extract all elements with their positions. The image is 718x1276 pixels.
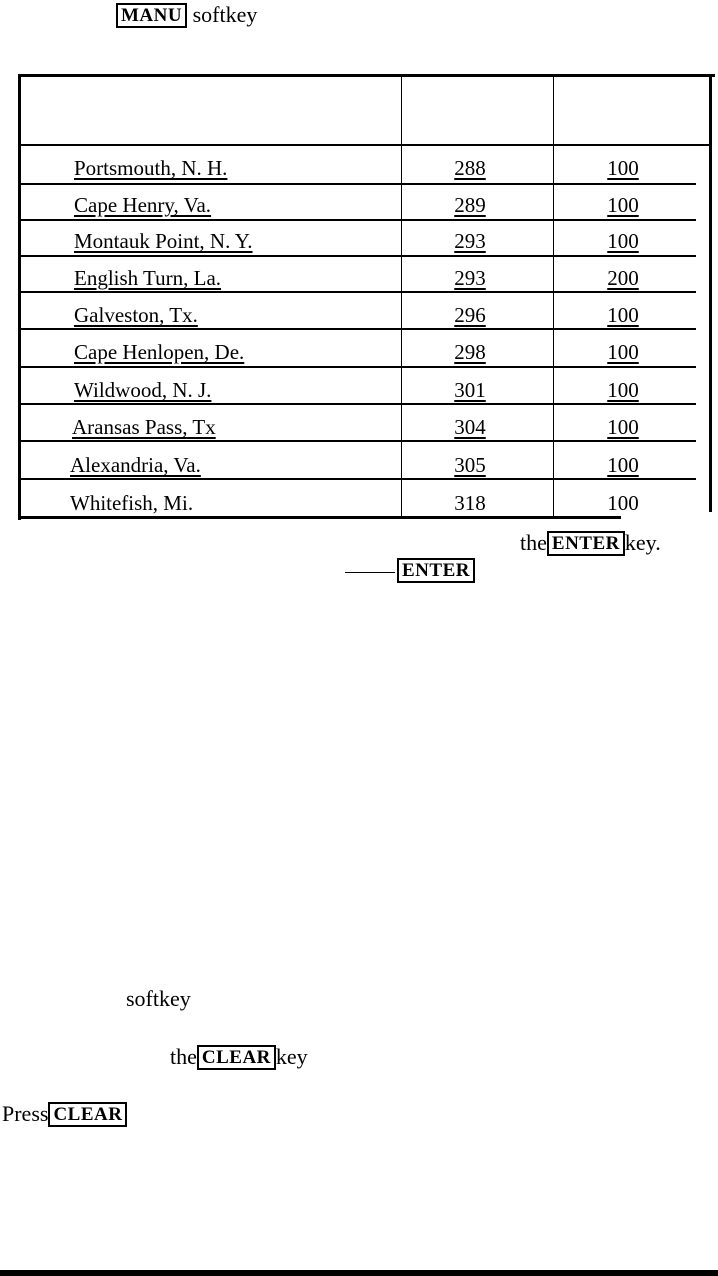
row-value-b: 100 [607, 303, 639, 327]
row-divider [21, 328, 696, 330]
row-name: Montauk Point, N. Y. [74, 229, 253, 253]
manu-softkey-line [116, 2, 257, 28]
row-name: Alexandria, Va. [70, 453, 201, 477]
table-bottom-border [18, 516, 621, 519]
softkey-text: softkey [126, 986, 191, 1011]
row-value-b: 100 [607, 453, 639, 477]
press-clear-line [2, 1101, 127, 1127]
column-divider-1 [401, 77, 402, 517]
table-right-border [709, 74, 712, 512]
page-bottom-rule [0, 1270, 718, 1276]
row-divider [21, 291, 696, 293]
row-value-b: 100 [607, 229, 639, 253]
row-value-a: 289 [454, 193, 486, 217]
row-divider [21, 219, 696, 221]
clear-line-suffix: key [275, 1044, 308, 1069]
row-divider [21, 183, 696, 185]
header-divider [21, 144, 709, 146]
row-divider [21, 403, 696, 405]
row-value-a: 301 [454, 378, 486, 402]
row-divider [21, 255, 696, 257]
row-value-b: 100 [607, 378, 639, 402]
column-divider-2 [553, 77, 554, 517]
row-name: Cape Henry, Va. [74, 193, 212, 217]
row-value-b: 100 [607, 491, 639, 515]
row-name: Wildwood, N. J. [74, 378, 212, 402]
row-name: Aransas Pass, Tx [72, 415, 216, 439]
row-divider [21, 440, 696, 442]
row-value-a: 304 [454, 415, 486, 439]
row-divider [21, 366, 696, 368]
enter-key-line [520, 530, 661, 556]
clear-key: CLEAR [197, 1045, 276, 1070]
clear-key-2: CLEAR [48, 1102, 127, 1127]
enter-key-2: ENTER [397, 558, 475, 583]
enter-line-prefix: the [520, 530, 547, 555]
row-name: English Turn, La. [74, 266, 222, 290]
clear-line-prefix: the [170, 1044, 197, 1069]
clear-key-line [170, 1044, 308, 1070]
row-value-a: 296 [454, 303, 486, 327]
row-value-a: 288 [454, 156, 486, 180]
row-value-a: 318 [454, 491, 486, 515]
row-value-a: 298 [454, 340, 486, 364]
row-name: Cape Henlopen, De. [74, 340, 245, 364]
row-value-a: 293 [454, 229, 486, 253]
row-value-b: 200 [607, 266, 639, 290]
enter-key-line-2 [345, 557, 475, 583]
row-name: Whitefish, Mi. [70, 491, 194, 515]
blank-underline [345, 572, 395, 573]
row-value-b: 100 [607, 415, 639, 439]
row-value-a: 305 [454, 453, 486, 477]
row-value-a: 293 [454, 266, 486, 290]
row-name: Galveston, Tx. [74, 303, 198, 327]
manu-key: MANU [116, 3, 187, 28]
row-value-b: 100 [607, 156, 639, 180]
row-divider [21, 478, 696, 480]
enter-line-suffix: key. [624, 530, 661, 555]
row-value-b: 100 [607, 193, 639, 217]
row-name: Portsmouth, N. H. [74, 156, 228, 180]
press-text: Press [2, 1101, 49, 1126]
table-top-border [19, 74, 715, 77]
manu-softkey-text: softkey [192, 2, 258, 27]
table-left-border [18, 74, 21, 520]
enter-key: ENTER [547, 531, 625, 556]
row-value-b: 100 [607, 340, 639, 364]
